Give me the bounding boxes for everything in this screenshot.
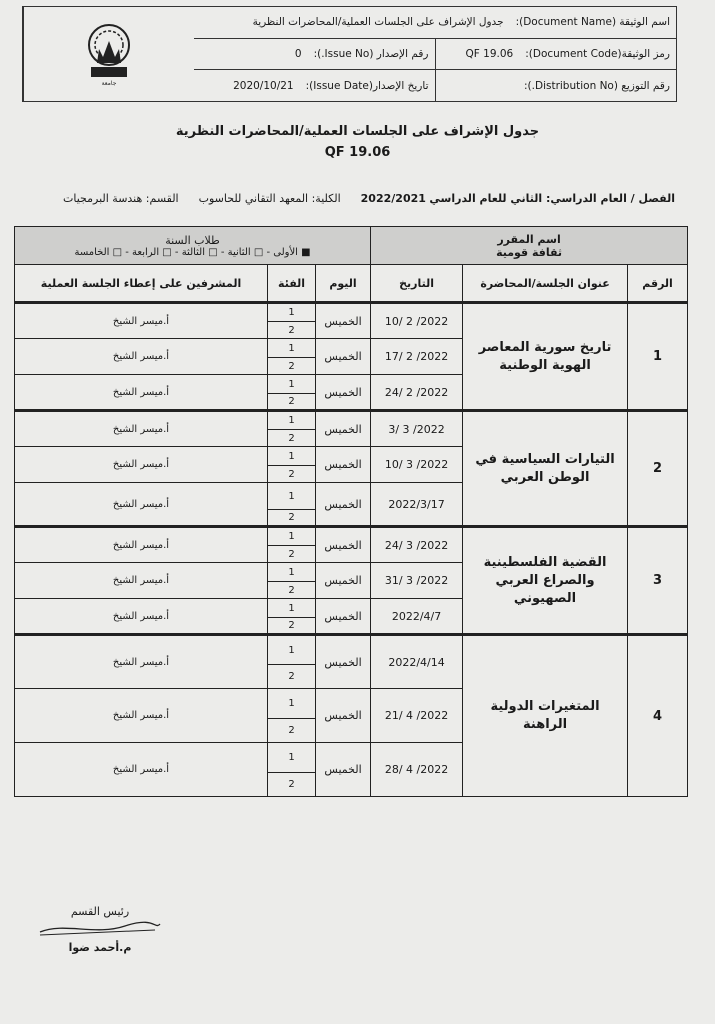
session-date: 17/ 2 /2022 (371, 339, 463, 375)
document-code-title: QF 19.06 (324, 145, 391, 160)
document-header (22, 6, 677, 102)
group-number: 2 (268, 665, 316, 689)
header-row-code (194, 39, 676, 71)
group-number: 1 (268, 303, 316, 322)
group-number: 1 (268, 411, 316, 430)
session-date: 31/ 3 /2022 (371, 563, 463, 599)
col-day: اليوم (316, 265, 371, 303)
supervisor-name: أ.ميسر الشيخ (15, 635, 268, 689)
svg-text:جامعة: جامعة (101, 80, 117, 87)
group-number: 2 (268, 358, 316, 375)
group-number: 2 (268, 719, 316, 743)
col-supervisors: المشرفين على إعطاء الجلسة العملية (15, 265, 268, 303)
session-day: الخميس (316, 483, 371, 527)
col-date: التاريخ (371, 265, 463, 303)
schedule-table (14, 226, 688, 797)
session-number: 1 (628, 303, 688, 411)
group-number: 2 (268, 582, 316, 599)
semester-info: الفصل / العام الدراسي: الثاني للعام الدراسي 2022/2021 (360, 192, 675, 205)
issue-no-value: 0 (294, 48, 302, 60)
session-topic: التيارات السياسية في الوطن العربي (463, 411, 628, 527)
session-day: الخميس (316, 527, 371, 563)
col-title: عنوان الجلسة/المحاضرة (463, 265, 628, 303)
college-info: الكلية: المعهد التقاني للحاسوب (198, 192, 341, 205)
supervisor-name: أ.ميسر الشيخ (15, 483, 268, 527)
supervisor-name: أ.ميسر الشيخ (15, 689, 268, 743)
session-date: 21/ 4 /2022 (371, 689, 463, 743)
group-number: 2 (268, 618, 316, 635)
header-row-name (194, 7, 676, 39)
table-row (15, 527, 688, 546)
supervisor-name: أ.ميسر الشيخ (15, 303, 268, 339)
supervisor-name: أ.ميسر الشيخ (15, 447, 268, 483)
group-number: 1 (268, 527, 316, 546)
group-number: 1 (268, 743, 316, 773)
course-name: ثقافة قومية (496, 245, 563, 259)
session-number: 2 (628, 411, 688, 527)
session-day: الخميس (316, 599, 371, 635)
issue-date-label: تاريخ الإصدار(Issue Date): (305, 79, 429, 92)
logo-emblem-icon (77, 19, 141, 89)
group-number: 1 (268, 339, 316, 358)
signature-scribble-icon (35, 918, 165, 938)
session-date: 10/ 3 /2022 (371, 447, 463, 483)
supervisor-name: أ.ميسر الشيخ (15, 375, 268, 411)
course-header-cell: اسم المقرر ثقافة قومية (371, 227, 688, 265)
session-topic: تاريخ سورية المعاصر الهوية الوطنية (463, 303, 628, 411)
supervisor-name: أ.ميسر الشيخ (15, 339, 268, 375)
group-number: 1 (268, 635, 316, 665)
group-number: 2 (268, 466, 316, 483)
supervisor-name: أ.ميسر الشيخ (15, 563, 268, 599)
session-number: 3 (628, 527, 688, 635)
doc-name-label: اسم الوثيقة (Document Name): (515, 16, 670, 29)
signature-name: م.أحمد ضوا (68, 941, 132, 954)
doc-name-value: جدول الإشراف على الجلسات العملية/المحاضرات النظرية (252, 16, 504, 29)
supervisor-name: أ.ميسر الشيخ (15, 527, 268, 563)
session-date: 10/ 2 /2022 (371, 303, 463, 339)
session-topic: القضية الفلسطينية والصراع العربي الصهيوني (463, 527, 628, 635)
session-date: 2022/4/14 (371, 635, 463, 689)
group-number: 1 (268, 447, 316, 466)
session-day: الخميس (316, 743, 371, 797)
session-date: 24/ 3 /2022 (371, 527, 463, 563)
distribution-label: رقم التوزيع (Distribution No.): (524, 79, 670, 92)
table-row (15, 635, 688, 665)
table-row (15, 303, 688, 322)
col-num: الرقم (628, 265, 688, 303)
signature-role: رئيس القسم (70, 905, 130, 918)
session-date: 2022/3/17 (371, 483, 463, 527)
session-day: الخميس (316, 303, 371, 339)
session-date: 2022/4/7 (371, 599, 463, 635)
column-header-row (15, 265, 688, 303)
table-row (15, 411, 688, 430)
group-number: 1 (268, 483, 316, 510)
session-day: الخميس (316, 411, 371, 447)
session-day: الخميس (316, 689, 371, 743)
supervisor-name: أ.ميسر الشيخ (15, 743, 268, 797)
supervisor-name: أ.ميسر الشيخ (15, 599, 268, 635)
group-number: 2 (268, 546, 316, 563)
header-row-dist (194, 70, 676, 101)
session-date: 24/ 2 /2022 (371, 375, 463, 411)
session-topic: المتغيرات الدولية الراهنة (463, 635, 628, 797)
group-number: 1 (268, 599, 316, 618)
doc-code-label: رمز الوثيقة(Document Code): (525, 48, 670, 60)
session-day: الخميس (316, 563, 371, 599)
issue-date-value: 2020/10/21 (233, 79, 294, 92)
session-number: 4 (628, 635, 688, 797)
university-logo (23, 7, 194, 101)
col-group: الفئة (268, 265, 316, 303)
schedule-table-wrapper (14, 226, 687, 797)
session-day: الخميس (316, 339, 371, 375)
session-date: 3/ 3 /2022 (371, 411, 463, 447)
session-day: الخميس (316, 635, 371, 689)
year-options: ■ الأولى - □ الثانية - □ الثالثة - □ الرابعة - □ الخامسة (74, 246, 311, 258)
session-day: الخميس (316, 375, 371, 411)
group-number: 2 (268, 322, 316, 339)
supervisor-name: أ.ميسر الشيخ (15, 411, 268, 447)
course-info (63, 192, 675, 205)
group-number: 2 (268, 510, 316, 527)
year-students-cell: طلاب السنة ■ الأولى - □ الثانية - □ الثالثة - □ الرابعة - □ الخامسة (15, 227, 371, 265)
signature-block (30, 905, 170, 954)
group-number: 1 (268, 563, 316, 582)
session-date: 28/ 4 /2022 (371, 743, 463, 797)
group-number: 1 (268, 689, 316, 719)
group-number: 2 (268, 430, 316, 447)
department-info: القسم: هندسة البرمجيات (62, 192, 179, 205)
doc-code-value: QF 19.06 (465, 48, 514, 60)
document-title: جدول الإشراف على الجلسات العملية/المحاضرات النظرية (175, 124, 540, 139)
group-number: 2 (268, 394, 316, 411)
session-day: الخميس (316, 447, 371, 483)
group-number: 2 (268, 773, 316, 797)
group-number: 1 (268, 375, 316, 394)
issue-no-label: رقم الإصدار (Issue No.): (313, 48, 429, 60)
